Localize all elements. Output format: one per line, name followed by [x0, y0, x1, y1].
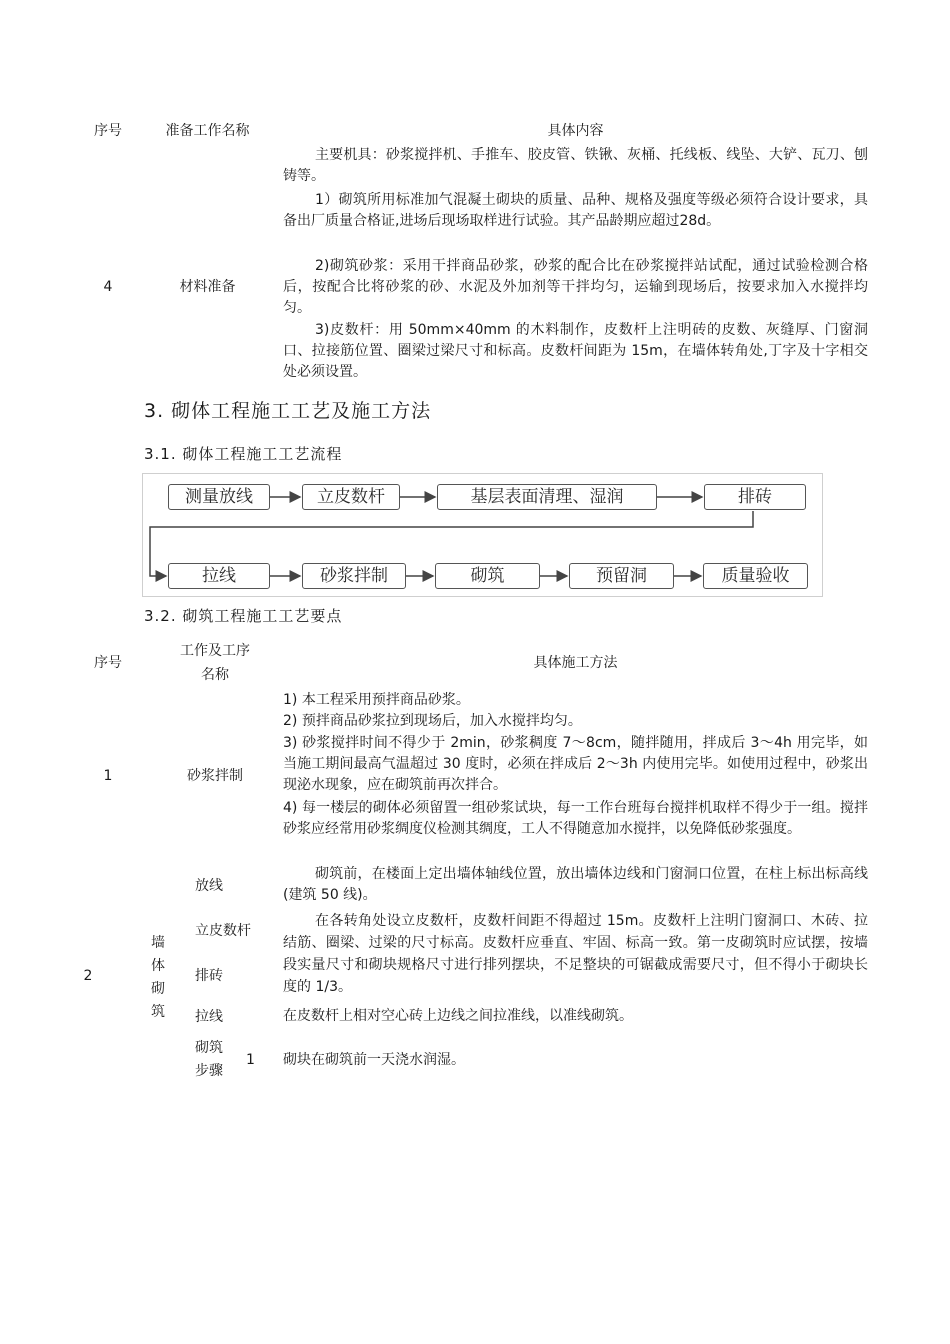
table2-row1-name: 砂浆拌制: [187, 768, 243, 784]
flow-step-story-pole: 立皮数杆: [302, 484, 400, 510]
subitem-step-line2: 步骤: [195, 1063, 223, 1079]
flow-step-survey: 测量放线: [168, 484, 270, 510]
table1-header-name: 准备工作名称: [165, 123, 250, 139]
table2-header-seq: 序号: [94, 655, 122, 671]
subitem-lipishugan: 立皮数杆: [195, 923, 251, 939]
flow-step-mortar-mixing: 砂浆拌制: [302, 563, 406, 589]
subitem-paizhuan: 排砖: [195, 968, 223, 984]
table1-row-seq: 4: [103, 279, 113, 295]
text-step: 砌块在砌筑前一天浇水润湿。: [283, 1052, 465, 1068]
text-laxian: 在皮数杆上相对空心砖上边线之间拉准线，以准线砌筑。: [283, 1008, 633, 1024]
table1-header-content: 具体内容: [547, 123, 604, 139]
flow-step-quality-inspection: 质量验收: [703, 563, 808, 589]
table2-row2-seq: 2: [83, 968, 93, 984]
section-3-2-title: 3.2. 砌筑工程施工工艺要点: [144, 607, 343, 625]
process-flowchart: [142, 473, 823, 597]
table2-header-name-line2: 名称: [201, 667, 229, 683]
table1-paragraph: 1）砌筑所用标准加气混凝土砌块的质量、品种、规格及强度等级必须符合设计要求，具备出厂质量合格证,进场后现场取样进行试验。其产品龄期应超过28d。: [283, 192, 868, 229]
table2-row2-group-char: 筑: [151, 1004, 165, 1020]
table1-header-seq: 序号: [94, 123, 122, 139]
table2-header-method: 具体施工方法: [533, 655, 618, 671]
table1-paragraph: 2)砌筑砂浆：采用干拌商品砂浆，砂浆的配合比在砂浆搅拌站试配，通过试验检测合格后，按配合比将砂浆的砂、水泥及外加剂等干拌均匀，运输到现场后，按要求加入水搅拌均匀。: [283, 258, 868, 316]
table2-row1-item: 4) 每一楼层的砌体必须留置一组砂浆试块，每一工作台班每台搅拌机取样不得少于一组。搅拌砂浆应经常用砂浆绸度仪检测其绸度，工人不得随意加水搅拌，以免降低砂浆强度。: [283, 800, 868, 837]
text-lipai: 在各转角处设立皮数杆，皮数杆间距不得超过 15m。皮数杆上注明门窗洞口、木砖、拉结筋、圈梁、过梁的尺寸标高。皮数杆应垂直、牢固、标高一致。第一皮砌筑时应试摆，按墙段实量尺寸和砌块规格尺寸进行排列摆块，不足整块的可锯截成需要尺寸，但不得小于砌块长度的 1/3。: [283, 913, 868, 995]
table2-header-name-line1: 工作及工序: [180, 643, 250, 659]
flow-step-reserved-openings: 预留洞: [569, 563, 674, 589]
table2-row1-seq: 1: [103, 768, 113, 784]
flow-step-masonry: 砌筑: [435, 563, 540, 589]
table2-row1-item: 3) 砂浆搅拌时间不得少于 2min，砂浆稠度 7～8cm，随拌随用，拌成后 3～4h 用完毕，如当施工期间最高气温超过 30 度时，必须在拌成后 2～3h 内使用完毕。如使用过程中，砂浆出现泌水现象，应在砌筑前再次拌合。: [283, 735, 868, 793]
table1-paragraph: 主要机具：砂浆搅拌机、手推车、胶皮管、铁锹、灰桶、托线板、线坠、大铲、瓦刀、刨铸等。: [283, 147, 868, 184]
table1-paragraph: 3)皮数杆：用 50mm×40mm 的木料制作，皮数杆上注明砖的皮数、灰缝厚、门窗洞口、拉接筋位置、圈梁过梁尺寸和标高。皮数杆间距为 15m，在墙体转角处,丁字及十字相交处必须设置。: [283, 322, 868, 380]
step-number: 1: [246, 1052, 255, 1068]
flow-step-base-cleaning: 基层表面清理、湿润: [437, 484, 657, 510]
text-fangxian: 砌筑前，在楼面上定出墙体轴线位置，放出墙体边线和门窗洞口位置，在柱上标出标高线(建筑 50 线)。: [283, 866, 868, 903]
table1-row-name: 材料准备: [179, 279, 236, 295]
table2-row2-group-char: 体: [151, 958, 165, 974]
flow-step-brick-layout: 排砖: [704, 484, 806, 510]
subitem-laxian: 拉线: [195, 1009, 223, 1025]
table2-row2-group-char: 砌: [151, 981, 165, 997]
flow-step-line-pulling: 拉线: [168, 563, 270, 589]
subitem-fangxian: 放线: [195, 878, 223, 894]
table2-row2-group-char: 墙: [151, 935, 165, 951]
section-3-title: 3. 砌体工程施工工艺及施工方法: [144, 400, 432, 422]
section-3-1-title: 3.1. 砌体工程施工工艺流程: [144, 445, 343, 463]
table2-row1-item: 2) 预拌商品砂浆拉到现场后，加入水搅拌均匀。: [283, 713, 582, 729]
subitem-step-line1: 砌筑: [195, 1040, 223, 1056]
table2-row1-item: 1) 本工程采用预拌商品砂浆。: [283, 692, 470, 708]
